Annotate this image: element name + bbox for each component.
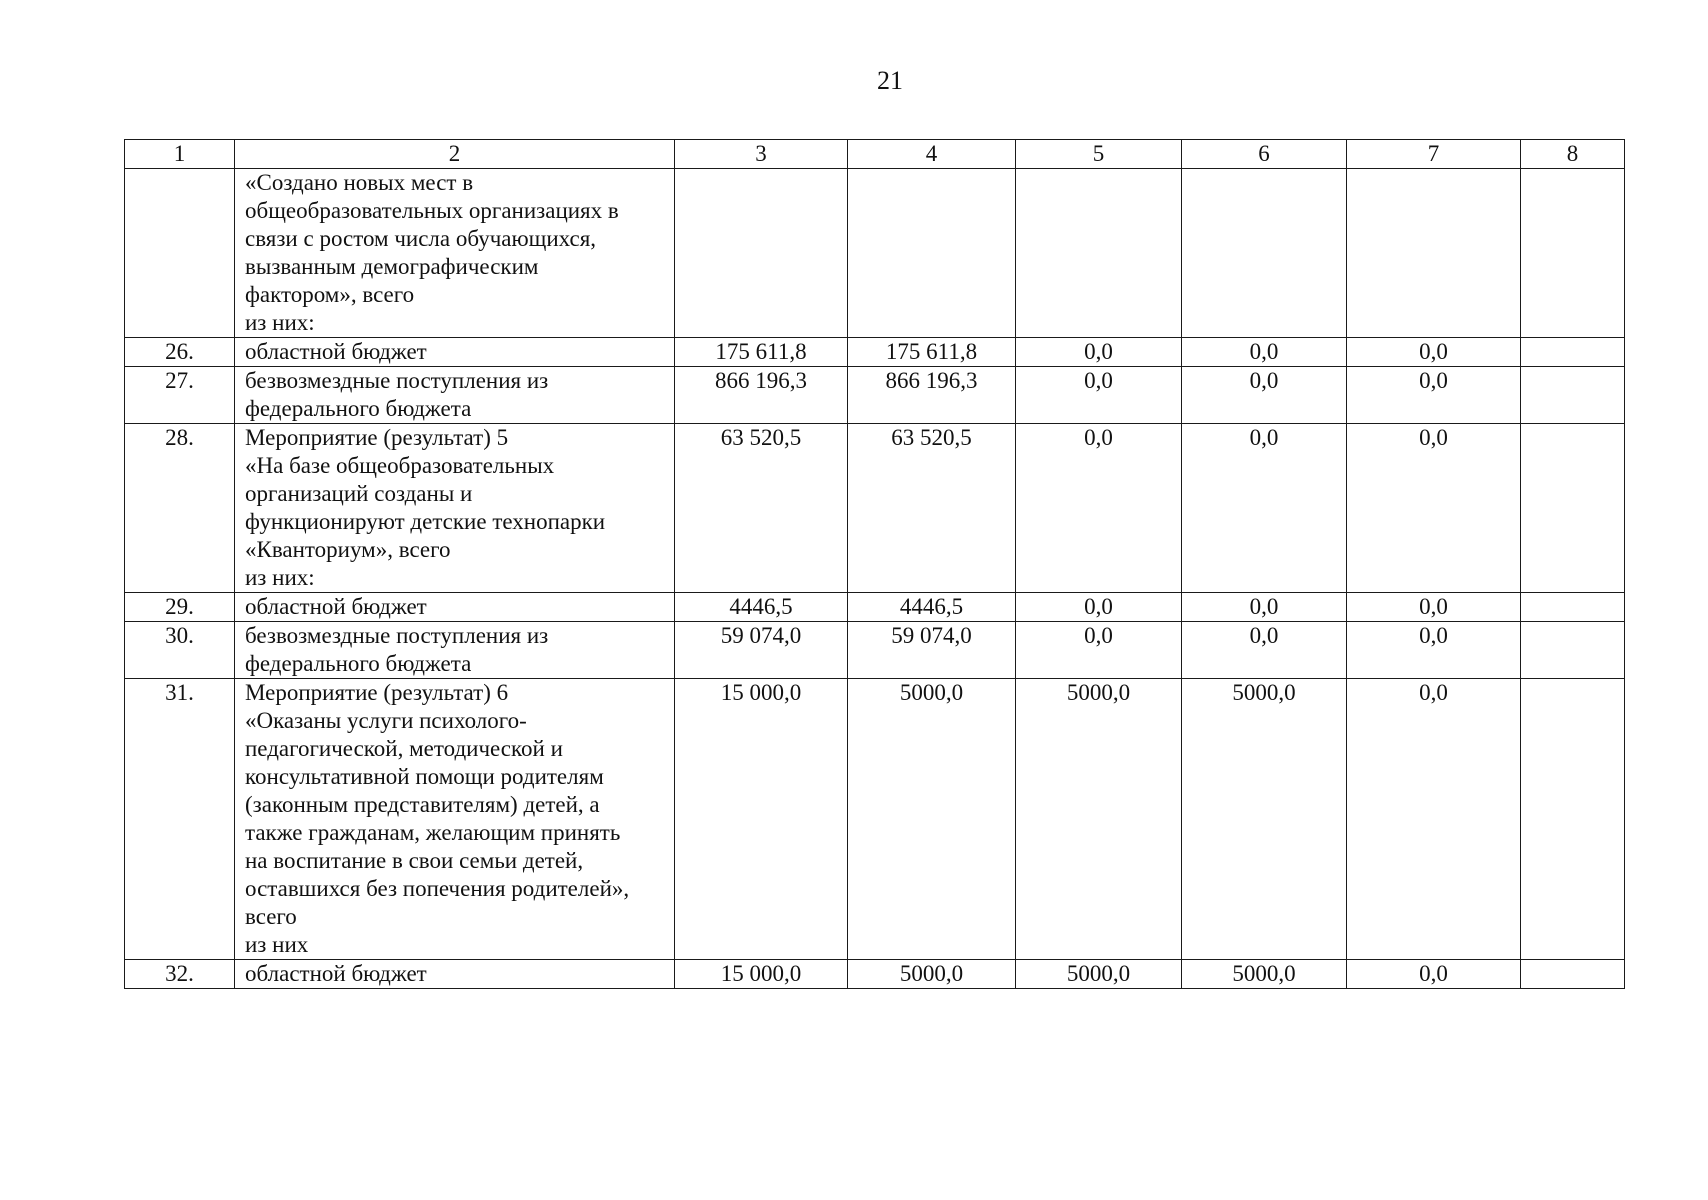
table-row xyxy=(125,593,1625,622)
cell-col4: 63 520,5 xyxy=(848,424,1016,593)
cell-col7 xyxy=(1347,169,1521,338)
table-row xyxy=(125,367,1625,424)
table-row xyxy=(125,424,1625,593)
column-header: 7 xyxy=(1347,140,1521,169)
page-number: 21 xyxy=(877,66,903,95)
table-row xyxy=(125,338,1625,367)
cell-col4: 866 196,3 xyxy=(848,367,1016,424)
cell-col6: 0,0 xyxy=(1182,593,1347,622)
cell-col3: 15 000,0 xyxy=(675,679,848,960)
column-header: 6 xyxy=(1182,140,1347,169)
cell-col8 xyxy=(1521,338,1625,367)
cell-col6: 0,0 xyxy=(1182,424,1347,593)
cell-col8 xyxy=(1521,367,1625,424)
column-header: 4 xyxy=(848,140,1016,169)
cell-col7: 0,0 xyxy=(1347,593,1521,622)
row-number: 31. xyxy=(125,679,235,960)
cell-col3: 59 074,0 xyxy=(675,622,848,679)
column-header: 1 xyxy=(125,140,235,169)
cell-col5: 0,0 xyxy=(1016,338,1182,367)
cell-col6: 0,0 xyxy=(1182,338,1347,367)
row-description: безвозмездные поступления из федерального бюджета xyxy=(235,367,675,424)
cell-col8 xyxy=(1521,169,1625,338)
table-row xyxy=(125,679,1625,960)
cell-col3: 175 611,8 xyxy=(675,338,848,367)
cell-col7: 0,0 xyxy=(1347,960,1521,989)
row-number xyxy=(125,169,235,338)
row-description: Мероприятие (результат) 6 «Оказаны услуги психолого- педагогической, методической и консультативной помощи родителям (законным представителям) детей, а также гражданам, желающим принять на воспитание в свои семьи детей, оставшихся без попечения родителей», всего из них xyxy=(235,679,675,960)
row-description: областной бюджет xyxy=(235,960,675,989)
cell-col4: 4446,5 xyxy=(848,593,1016,622)
cell-col6 xyxy=(1182,169,1347,338)
cell-col5 xyxy=(1016,169,1182,338)
cell-col3 xyxy=(675,169,848,338)
cell-col7: 0,0 xyxy=(1347,367,1521,424)
row-number: 32. xyxy=(125,960,235,989)
column-header: 3 xyxy=(675,140,848,169)
table-row xyxy=(125,960,1625,989)
table-body xyxy=(125,169,1625,989)
cell-col4: 59 074,0 xyxy=(848,622,1016,679)
table-row xyxy=(125,622,1625,679)
cell-col5: 5000,0 xyxy=(1016,679,1182,960)
row-description: безвозмездные поступления из федерального бюджета xyxy=(235,622,675,679)
cell-col4: 5000,0 xyxy=(848,960,1016,989)
cell-col8 xyxy=(1521,679,1625,960)
column-header: 5 xyxy=(1016,140,1182,169)
cell-col4: 175 611,8 xyxy=(848,338,1016,367)
cell-col5: 0,0 xyxy=(1016,622,1182,679)
column-header: 8 xyxy=(1521,140,1625,169)
cell-col7: 0,0 xyxy=(1347,338,1521,367)
row-number: 28. xyxy=(125,424,235,593)
row-description: областной бюджет xyxy=(235,593,675,622)
cell-col3: 63 520,5 xyxy=(675,424,848,593)
row-number: 29. xyxy=(125,593,235,622)
cell-col6: 0,0 xyxy=(1182,367,1347,424)
cell-col4 xyxy=(848,169,1016,338)
column-number-row xyxy=(125,140,1625,169)
cell-col5: 5000,0 xyxy=(1016,960,1182,989)
cell-col8 xyxy=(1521,960,1625,989)
row-number: 26. xyxy=(125,338,235,367)
cell-col3: 4446,5 xyxy=(675,593,848,622)
cell-col5: 0,0 xyxy=(1016,367,1182,424)
cell-col5: 0,0 xyxy=(1016,593,1182,622)
cell-col8 xyxy=(1521,424,1625,593)
cell-col7: 0,0 xyxy=(1347,622,1521,679)
cell-col8 xyxy=(1521,622,1625,679)
row-description: «Создано новых мест в общеобразовательных организациях в связи с ростом числа обучающихся, вызванным демографическим фактором», всего из них: xyxy=(235,169,675,338)
cell-col6: 0,0 xyxy=(1182,622,1347,679)
row-description: областной бюджет xyxy=(235,338,675,367)
cell-col3: 15 000,0 xyxy=(675,960,848,989)
cell-col6: 5000,0 xyxy=(1182,960,1347,989)
cell-col7: 0,0 xyxy=(1347,424,1521,593)
column-header: 2 xyxy=(235,140,675,169)
cell-col6: 5000,0 xyxy=(1182,679,1347,960)
cell-col7: 0,0 xyxy=(1347,679,1521,960)
cell-col3: 866 196,3 xyxy=(675,367,848,424)
cell-col8 xyxy=(1521,593,1625,622)
row-description: Мероприятие (результат) 5 «На базе общеобразовательных организаций созданы и функционируют детские технопарки «Кванториум», всего из них: xyxy=(235,424,675,593)
row-number: 30. xyxy=(125,622,235,679)
row-number: 27. xyxy=(125,367,235,424)
budget-table xyxy=(124,139,1625,989)
cell-col4: 5000,0 xyxy=(848,679,1016,960)
cell-col5: 0,0 xyxy=(1016,424,1182,593)
table-row xyxy=(125,169,1625,338)
